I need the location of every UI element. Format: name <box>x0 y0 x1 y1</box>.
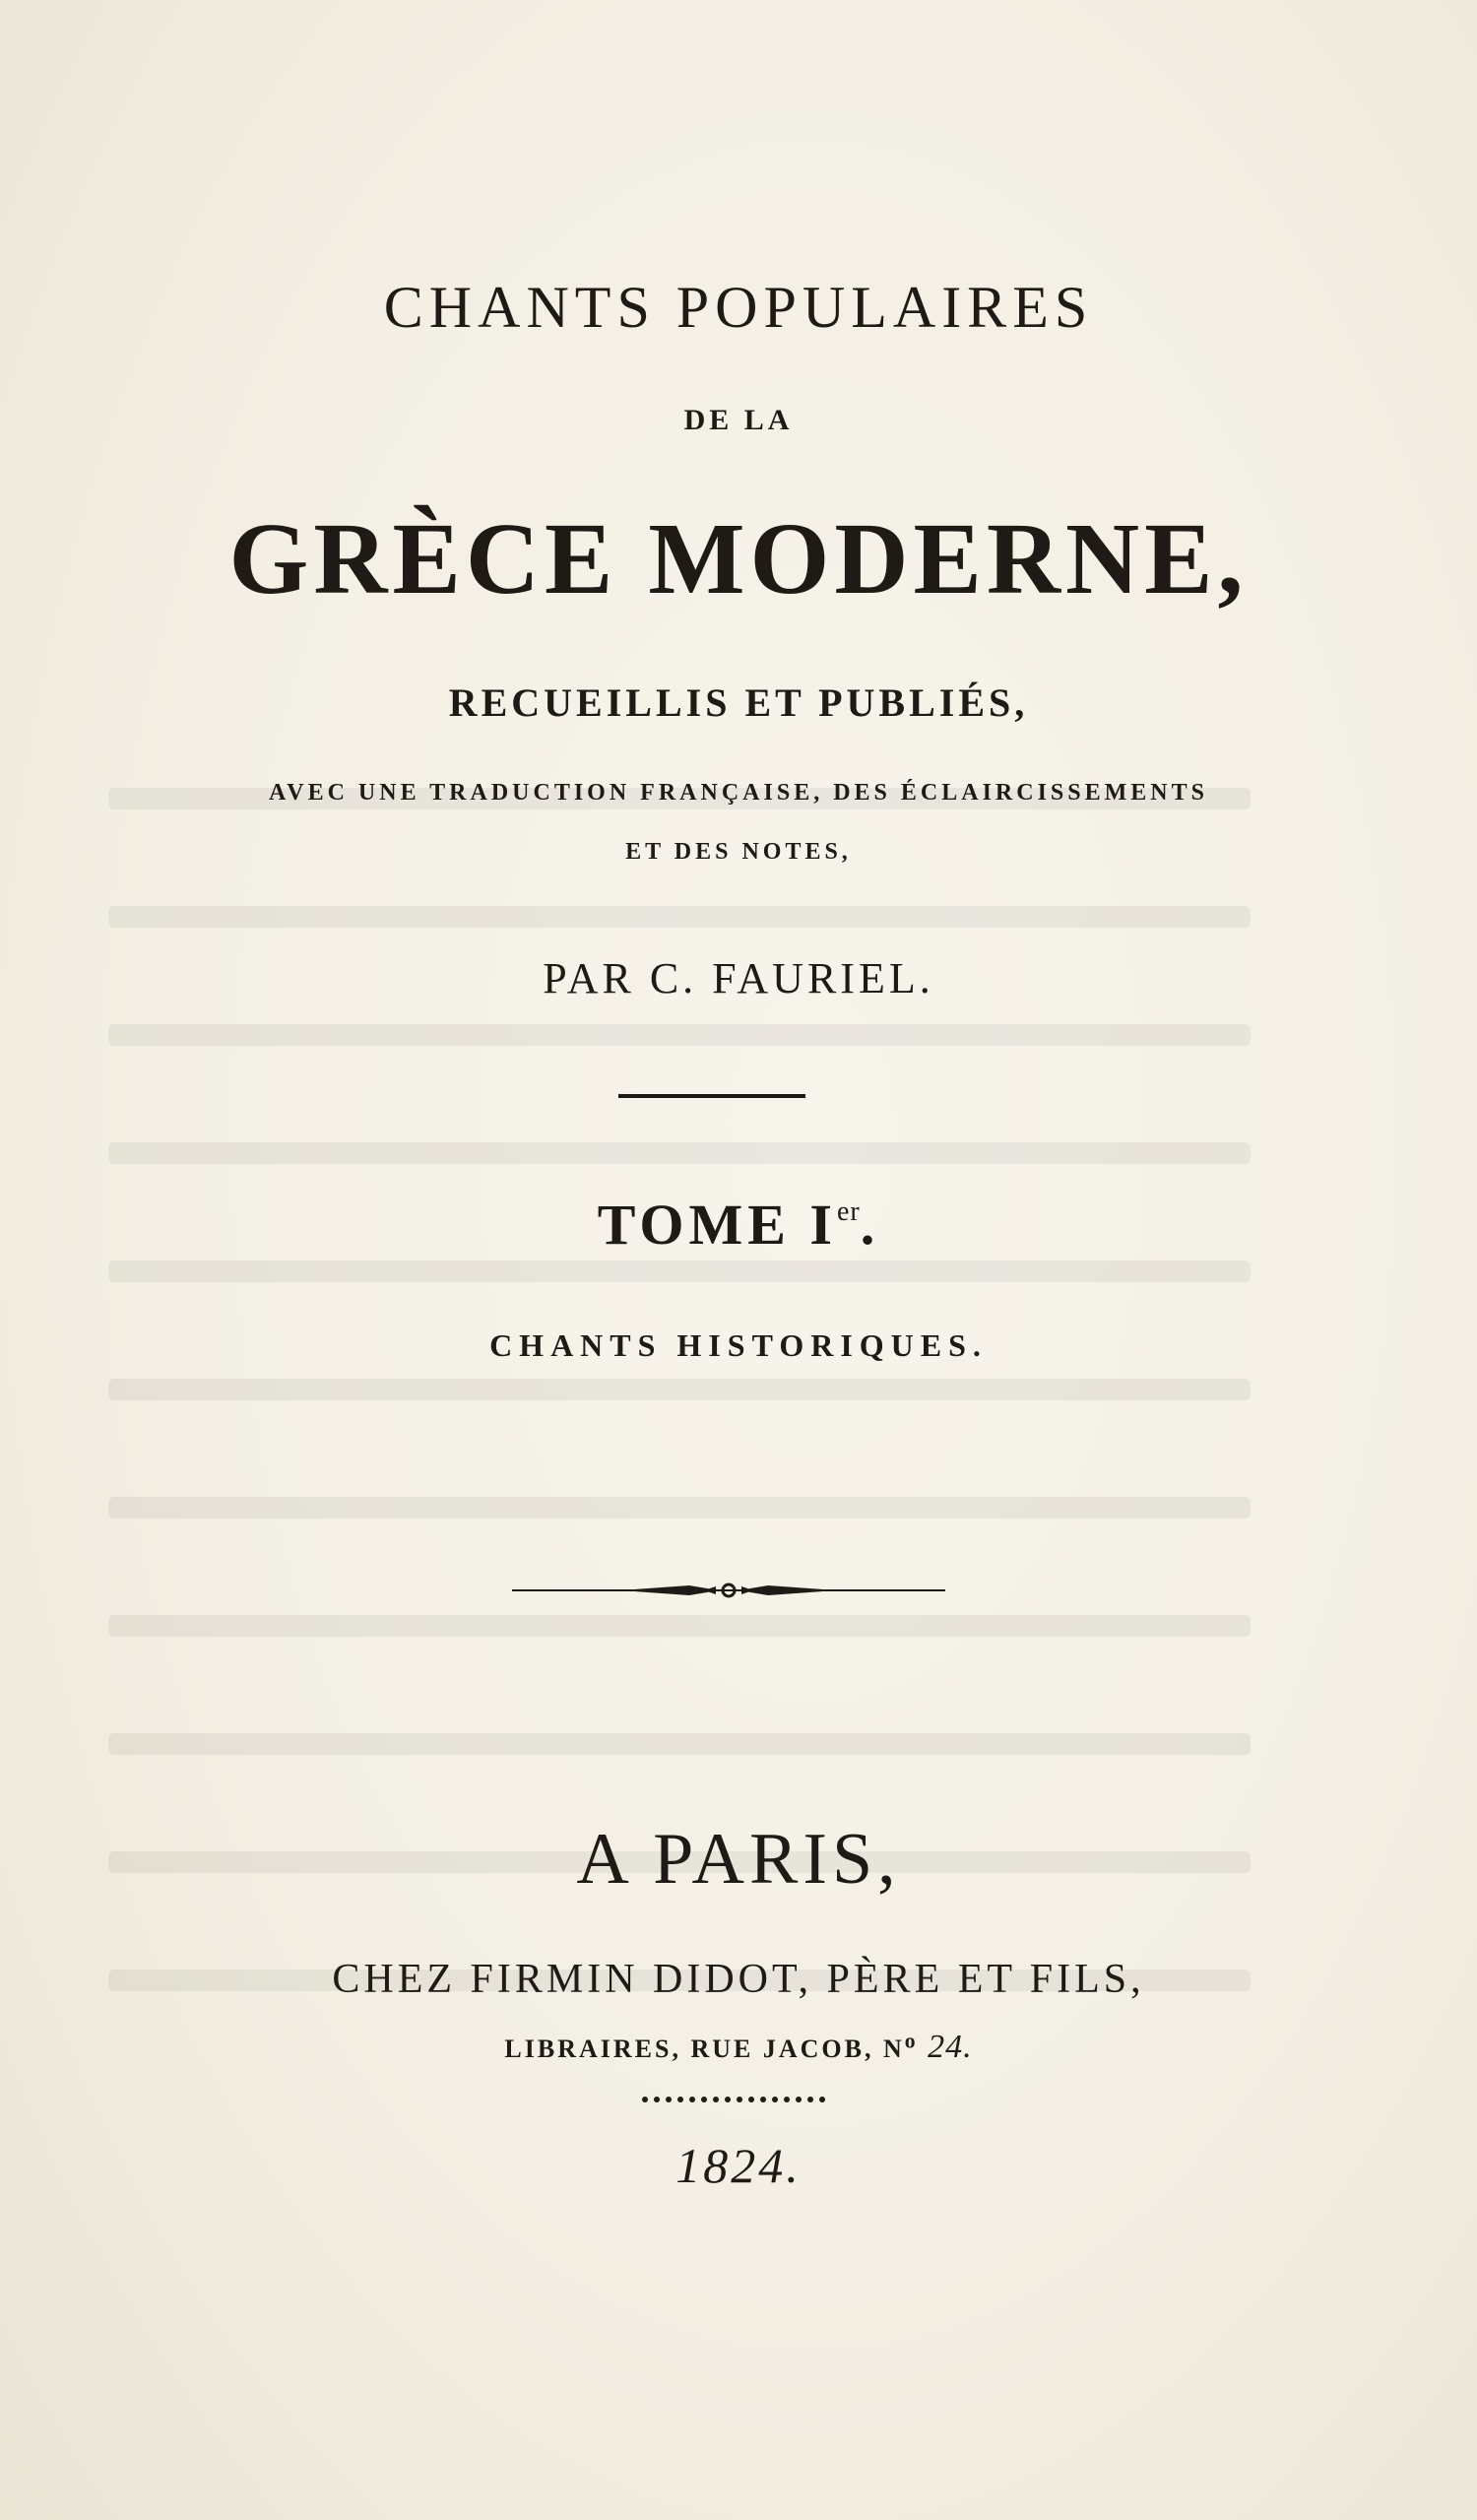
subtitle-line-2: ET DES NOTES, <box>625 839 852 865</box>
imprint-address <box>0 2029 1477 2066</box>
address-text: LIBRAIRES, RUE JACOB, N <box>504 2035 905 2063</box>
volume-label: TOME I <box>597 1193 837 1257</box>
address-number: 24. <box>928 2029 973 2065</box>
dotted-rule <box>640 2095 827 2104</box>
title-line-1: CHANTS POPULAIRES <box>383 275 1094 340</box>
volume-superscript: er <box>837 1196 861 1227</box>
imprint-place: A PARIS, <box>576 1819 901 1900</box>
imprint-year: 1824. <box>675 2138 802 2193</box>
volume-line <box>0 1192 1477 1258</box>
title-line-2: DE LA <box>683 404 794 436</box>
title-line-3: GRÈCE MODERNE, <box>228 502 1249 615</box>
subtitle-line-1: AVEC UNE TRADUCTION FRANÇAISE, DES ÉCLAIRCISSEMENTS <box>269 780 1208 806</box>
divider-rule <box>618 1094 805 1098</box>
volume-suffix: . <box>860 1193 880 1257</box>
imprint-publisher: CHEZ FIRMIN DIDOT, PÈRE ET FILS, <box>332 1957 1145 2002</box>
address-superscript: o <box>904 2029 919 2053</box>
author-line: PAR C. FAURIEL. <box>543 954 934 1002</box>
title-line-4: RECUEILLIS ET PUBLIÉS, <box>448 680 1029 725</box>
section-title: CHANTS HISTORIQUES. <box>489 1327 988 1363</box>
ornamental-rule <box>512 1576 945 1605</box>
